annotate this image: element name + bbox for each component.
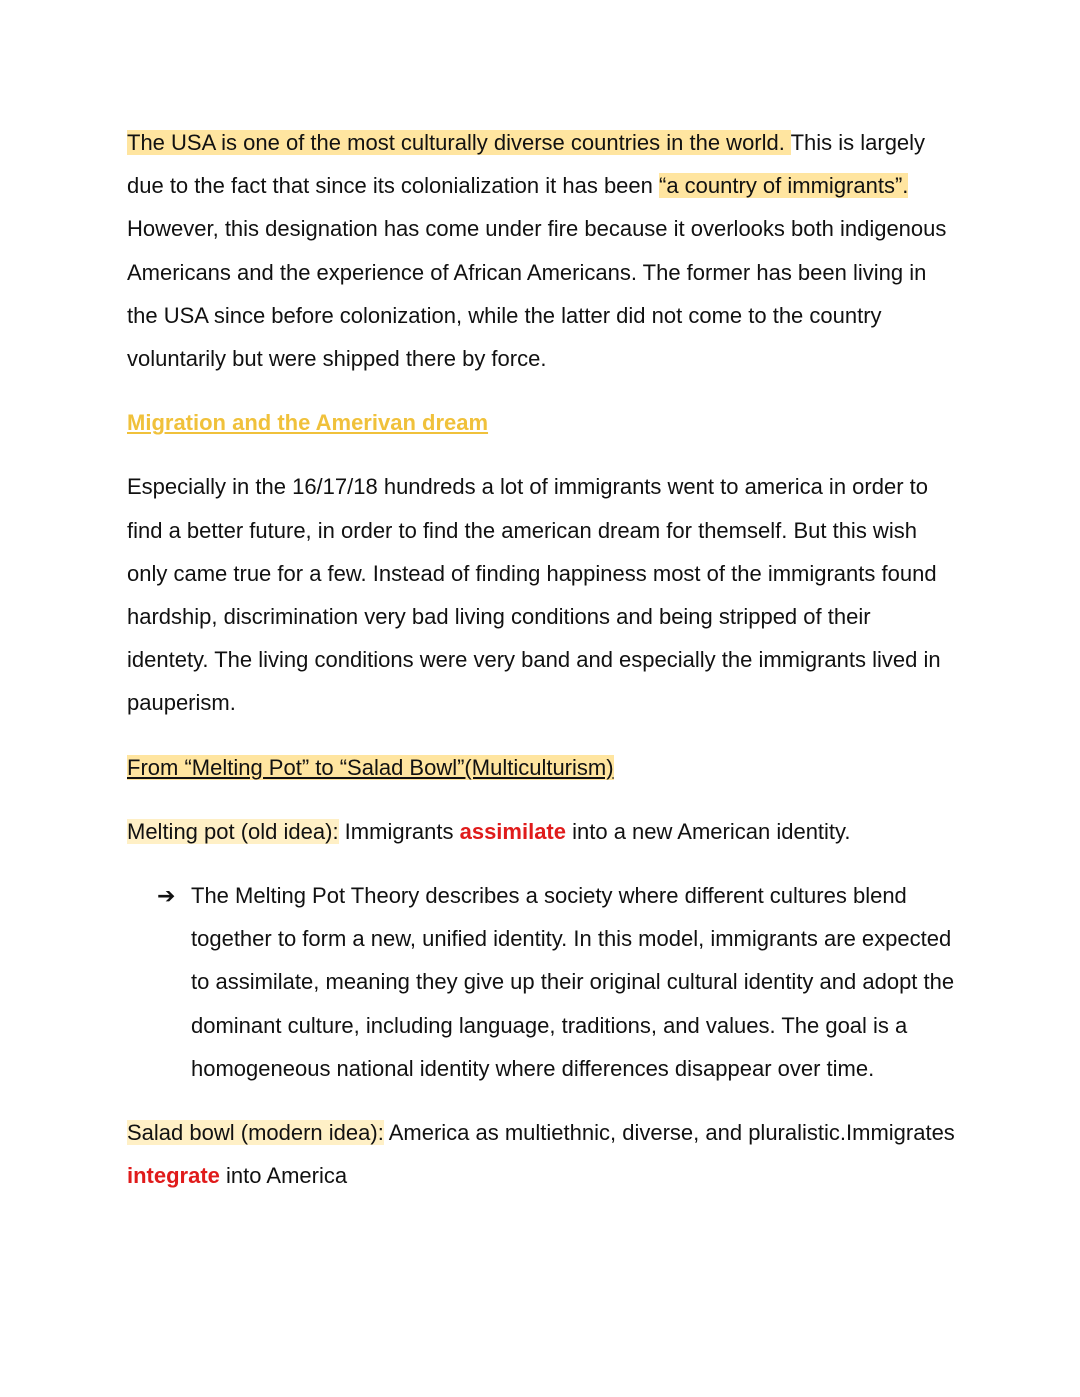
- melting-pot-label: Melting pot (old idea):: [127, 818, 339, 844]
- highlighted-quote: “a country of immigrants”.: [659, 173, 909, 199]
- document-page: [127, 121, 957, 1197]
- keyword-assimilate: assimilate: [459, 818, 566, 844]
- intro-text-1: This is largely due to the fact that since its colonialization it has been: [127, 130, 926, 199]
- salad-text-2: into America: [219, 1163, 348, 1189]
- section-heading-migration: Migration and the Amerivan dream: [127, 410, 489, 436]
- highlighted-sentence: The USA is one of the most culturally diverse countries in the world.: [127, 130, 791, 155]
- heading-highlight: From “Melting Pot” to “Salad Bowl”(Multiculturism): [127, 754, 614, 780]
- salad-bowl-definition: [127, 1111, 957, 1197]
- migration-paragraph: Especially in the 16/17/18 hundreds a lot of immigrants went to america in order to find a better future, in order to find the american dream for themself. But this wish only came true for a few. Instead of finding happiness most of the immigrants found hardship, discrimination very bad living conditions and being stripped of their identety. The living conditions were very band and especially the immigrants lived in pauperism.: [127, 474, 941, 716]
- arrow-right-icon: ➔: [157, 883, 176, 909]
- bullet-text: The Melting Pot Theory describes a society where different cultures blend together to form a new, unified identity. In this model, immigrants are expected to assimilate, meaning they give up their original cultural identity and adopt the dominant culture, including language, traditions, and values. The goal is a homogeneous national identity where differences disappear over time.: [191, 883, 955, 1081]
- salad-text-1: America as multiethnic, diverse, and pluralistic.Immigrates: [383, 1120, 955, 1146]
- salad-bowl-label: Salad bowl (modern idea):: [127, 1120, 384, 1146]
- melting-pot-definition: [127, 810, 957, 853]
- bullet-item: [127, 874, 957, 1090]
- intro-paragraph: [127, 121, 957, 380]
- intro-text-2: However, this designation has come under fire because it overlooks both indigenous Americans and the experience of African Americans. The former has been living in the USA since before colonization, while the latter did not come to the country voluntarily but were shipped there by force.: [127, 216, 947, 372]
- melting-text-2: into a new American identity.: [566, 818, 851, 844]
- section-heading-melting-pot: [127, 746, 957, 789]
- keyword-integrate: integrate: [127, 1163, 220, 1189]
- melting-text-1: Immigrants: [338, 818, 460, 844]
